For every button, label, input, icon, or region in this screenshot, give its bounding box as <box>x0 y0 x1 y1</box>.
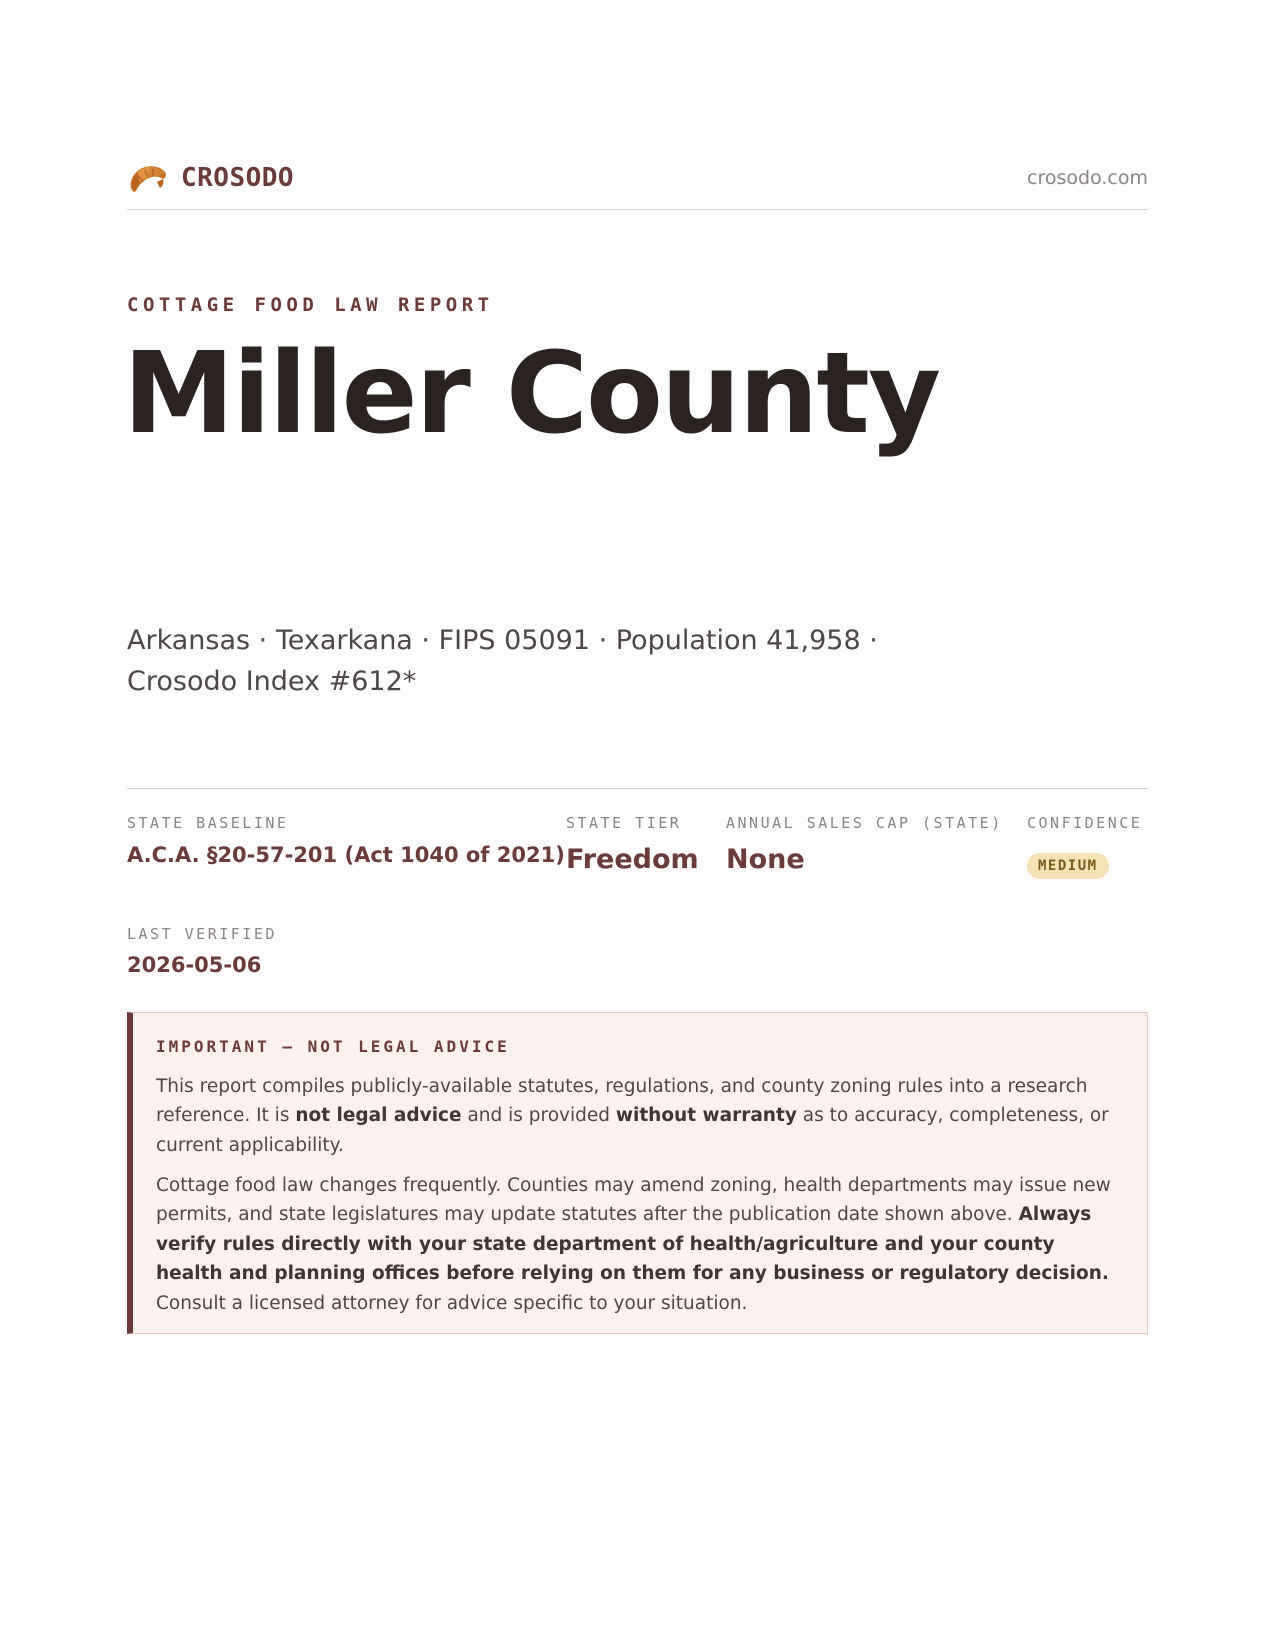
notice-paragraph-1: This report compiles publicly-available statutes, regulations, and county zoning rules into a research reference. It is not legal advice and is provided without warranty as to accuracy, completeness, or current applicability. <box>156 1075 1109 1156</box>
report-eyebrow: COTTAGE FOOD LAW REPORT <box>127 294 494 316</box>
brand-name: CROSODO <box>181 163 295 193</box>
last-verified-label: LAST VERIFIED <box>127 925 277 943</box>
state-baseline-label: STATE BASELINE <box>127 814 289 832</box>
notice-paragraph-2: Cottage food law changes frequently. Counties may amend zoning, health departments may issue new permits, and state legislatures may update statutes after the publication date shown above. Always verify rules directly with your state department of health/agriculture and your county health and planning offices before relying on them for any business or regulatory decision. Consult a licensed attorney for advice specific to your situation. <box>156 1174 1111 1314</box>
croissant-icon <box>127 158 169 198</box>
sales-cap-value: None <box>726 844 805 875</box>
header-divider <box>127 209 1148 210</box>
state-baseline-value: A.C.A. §20-57-201 (Act 1040 of 2021) <box>127 843 565 867</box>
subtitle-line-2: Crosodo Index #612* <box>127 666 417 697</box>
confidence-badge: MEDIUM <box>1027 853 1109 879</box>
state-tier-label: STATE TIER <box>566 814 682 832</box>
last-verified-value: 2026-05-06 <box>127 953 262 977</box>
page-header <box>127 158 1148 210</box>
report-subtitle <box>127 620 927 702</box>
subtitle-line-1: Arkansas · Texarkana · FIPS 05091 · Population 41,958 · <box>127 625 878 656</box>
notice-title: IMPORTANT — NOT LEGAL ADVICE <box>156 1037 510 1056</box>
page-title: Miller County <box>123 329 939 459</box>
sales-cap-label: ANNUAL SALES CAP (STATE) <box>726 814 1003 832</box>
state-tier-value: Freedom <box>566 844 699 875</box>
brand[interactable] <box>127 158 294 198</box>
meta-divider <box>127 788 1148 789</box>
confidence-label: CONFIDENCE <box>1027 814 1143 832</box>
site-url[interactable]: crosodo.com <box>1027 167 1148 189</box>
legal-notice <box>127 1012 1148 1334</box>
